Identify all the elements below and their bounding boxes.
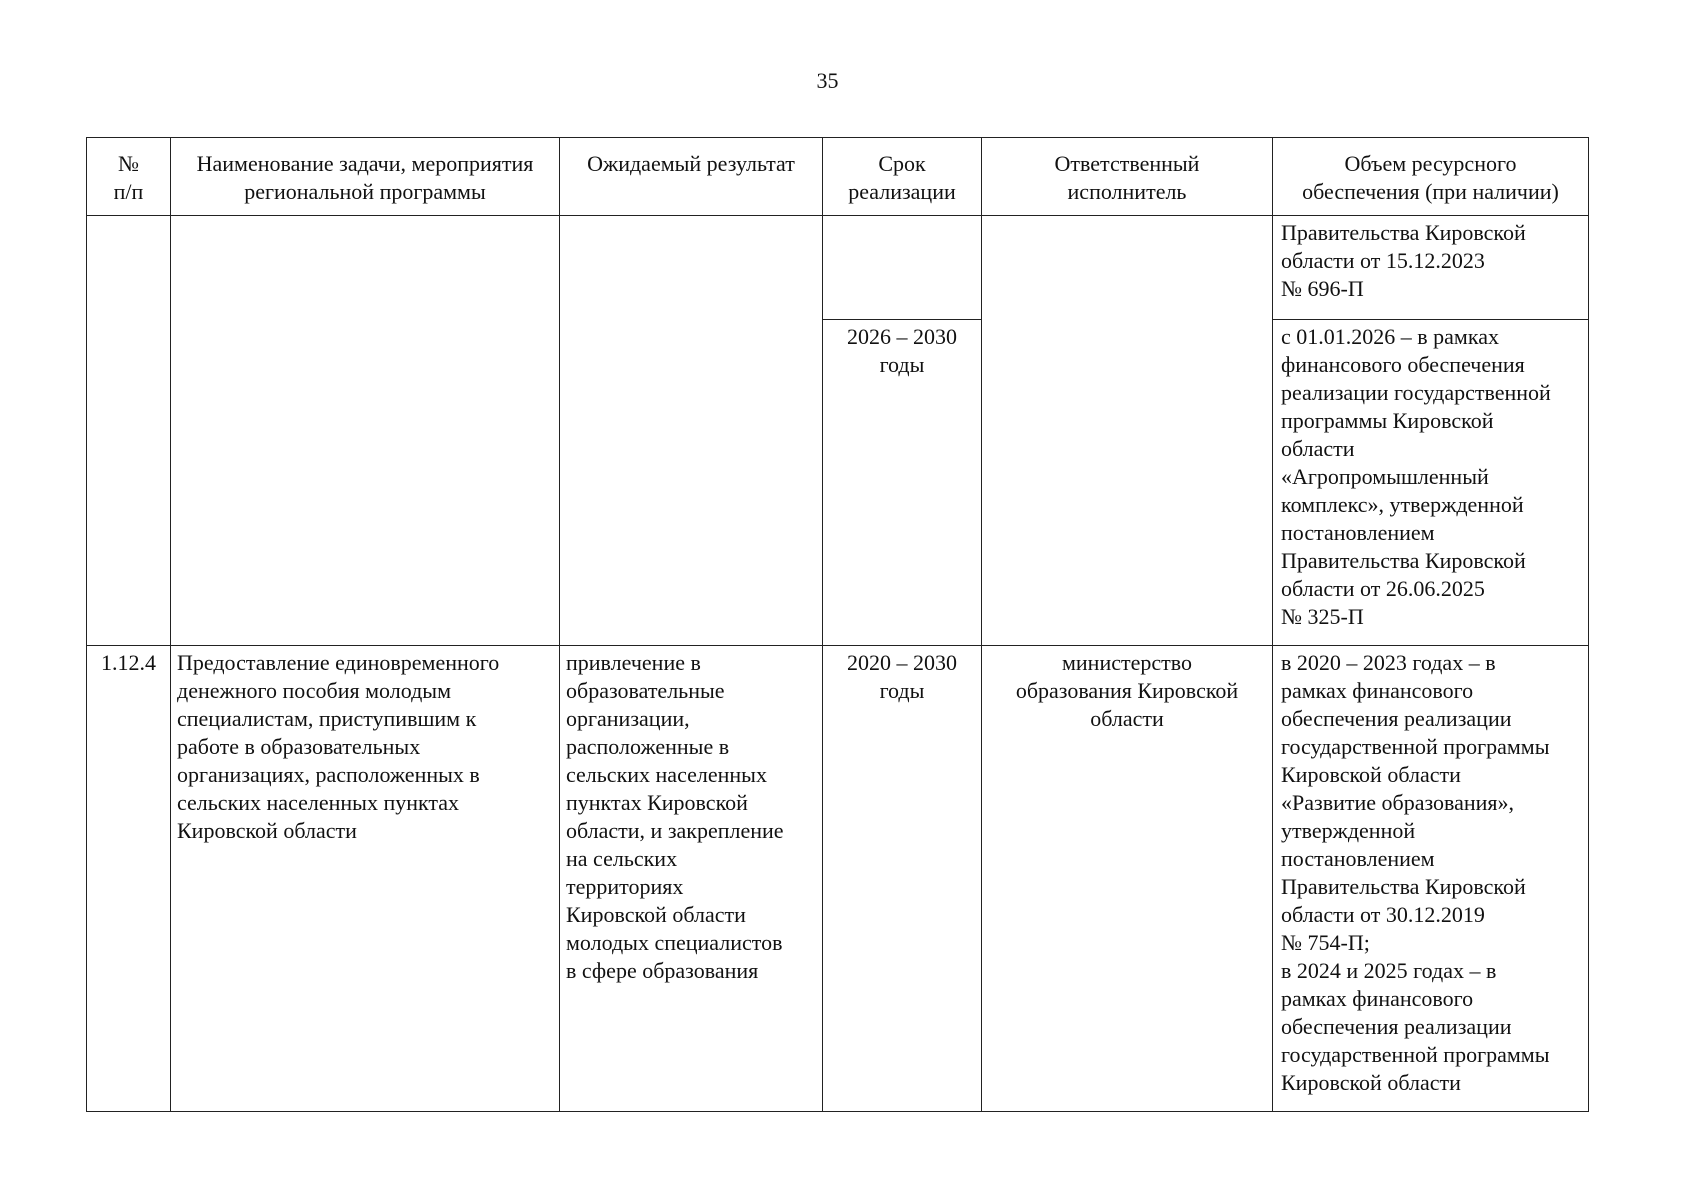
table-header-row [87, 138, 1589, 216]
header-executor: Ответственный исполнитель [982, 138, 1273, 216]
page-number: 35 [816, 68, 839, 93]
header-resources: Объем ресурсного обеспечения (при наличии) [1273, 138, 1589, 216]
row-number-cell: 1.12.4 [87, 646, 171, 1112]
continued-resources-cell-1: Правительства Кировской области от 15.12.2023 № 696-П [1273, 216, 1589, 320]
continued-result-cell [560, 216, 823, 646]
header-name: Наименование задачи, мероприятия региональной программы [171, 138, 560, 216]
executor-cell: министерство образования Кировской области [982, 646, 1273, 1112]
table-row [87, 646, 1589, 1112]
continued-name-cell [171, 216, 560, 646]
term-cell: 2020 – 2030 годы [823, 646, 982, 1112]
program-table [86, 137, 1589, 1112]
continued-resources-cell-2: с 01.01.2026 – в рамках финансового обеспечения реализации государственной программы Кировской области «Агропромышленный комплекс», утвержденной постановлением Правительства Кировской области от 26.06.2025 № 325-П [1273, 320, 1589, 646]
header-term: Срок реализации [823, 138, 982, 216]
expected-result-cell: привлечение в образовательные организации, расположенные в сельских населенных пунктах Кировской области, и закрепление на сельских территориях Кировской области молодых специалистов в сфере образования [560, 646, 823, 1112]
header-result: Ожидаемый результат [560, 138, 823, 216]
header-num: № п/п [87, 138, 171, 216]
task-name-cell: Предоставление единовременного денежного пособия молодым специалистам, приступившим к работе в образовательных организациях, расположенных в сельских населенных пунктах Кировской области [171, 646, 560, 1112]
resources-cell: в 2020 – 2023 годах – в рамках финансового обеспечения реализации государственной программы Кировской области «Развитие образования», утвержденной постановлением Правительства Кировской области от 30.12.2019 № 754-П; в 2024 и 2025 годах – в рамках финансового обеспечения реализации государственной программы Кировской области [1273, 646, 1589, 1112]
continued-executor-cell [982, 216, 1273, 646]
continued-term-cell-1 [823, 216, 982, 320]
continued-num-cell [87, 216, 171, 646]
continued-term-cell-2: 2026 – 2030 годы [823, 320, 982, 646]
table-row [87, 216, 1589, 320]
